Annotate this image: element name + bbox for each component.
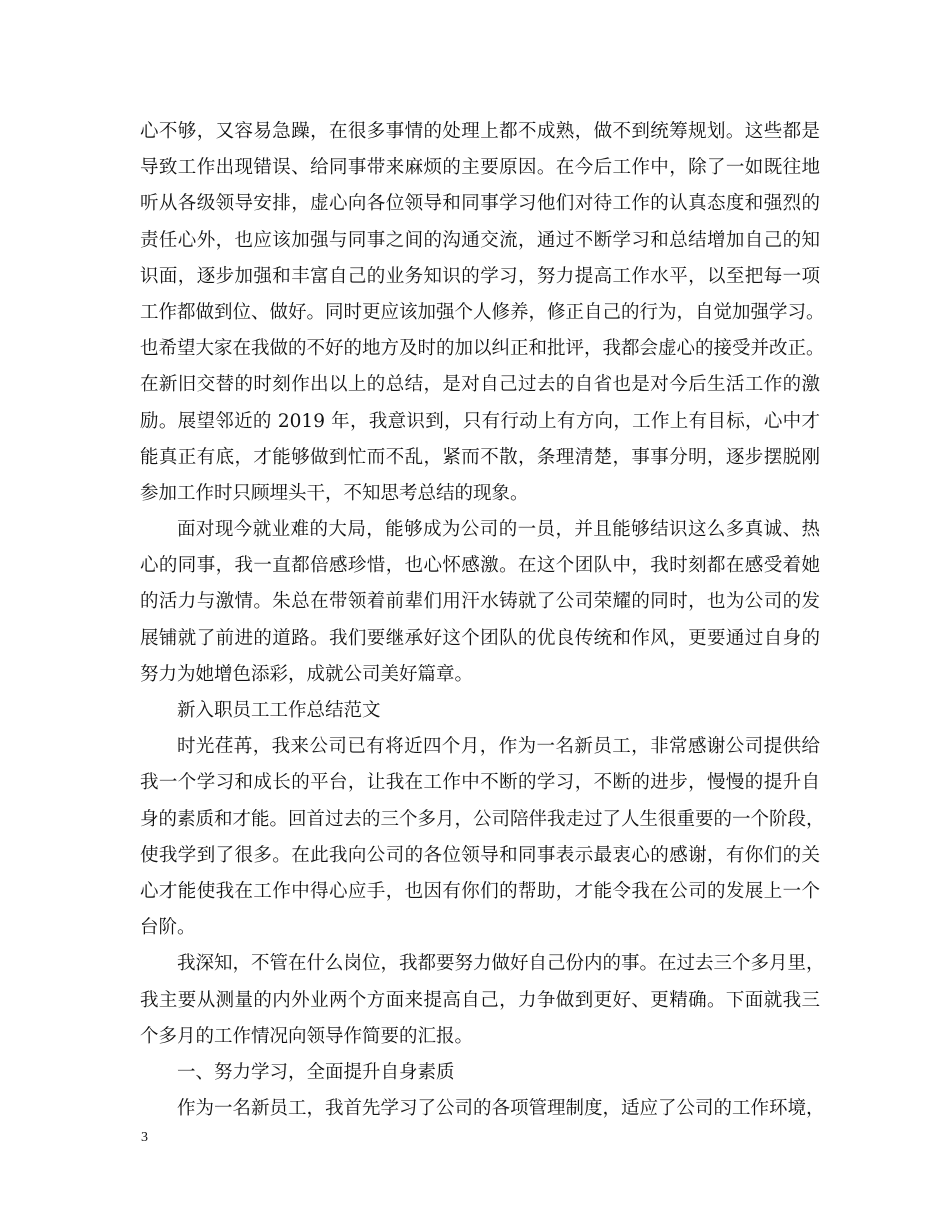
text-line: 在新旧交替的时刻作出以上的总结，是对自己过去的自省也是对今后生活工作的激	[140, 374, 820, 396]
text-line: 个多月的工作情况向领导作简要的汇报。	[140, 1025, 474, 1047]
text-line: 参加工作时只顾埋头干，不知思考总结的现象。	[140, 482, 529, 504]
text-line: 使我学到了很多。在此我向公司的各位领导和同事表示最衷心的感谢，有你们的关	[140, 844, 820, 866]
text-line: 我主要从测量的内外业两个方面来提高自己，力争做到更好、更精确。下面就我三	[140, 989, 820, 1011]
text-line: 励。展望邻近的 2019 年，我意识到，只有行动上有方向，工作上有目标，心中才	[140, 410, 820, 432]
text-line: 听从各级领导安排，虚心向各位领导和同事学习他们对待工作的认真态度和强烈的	[140, 193, 820, 215]
text-line: 台阶。	[140, 917, 196, 939]
text-line: 面对现今就业难的大局，能够成为公司的一员，并且能够结识这么多真诚、热	[177, 519, 820, 541]
text-line: 新入职员工工作总结范文	[177, 700, 381, 721]
text-line: 我一个学习和成长的平台，让我在工作中不断的学习，不断的进步，慢慢的提升自	[140, 772, 820, 794]
text-line: 工作都做到位、做好。同时更应该加强个人修养，修正自己的行为，自觉加强学习。	[140, 301, 825, 323]
text-line: 展铺就了前进的道路。我们要继承好这个团队的优良传统和作风，更要通过自身的	[140, 627, 820, 649]
text-line: 努力为她增色添彩，成就公司美好篇章。	[140, 663, 474, 685]
text-line: 心不够，又容易急躁，在很多事情的处理上都不成熟，做不到统筹规划。这些都是	[140, 121, 820, 142]
text-line: 心的同事，我一直都倍感珍惜，也心怀感激。在这个团队中，我时刻都在感受着她	[140, 555, 820, 577]
text-line: 识面，逐步加强和丰富自己的业务知识的学习，努力提高工作水平，以至把每一项	[140, 265, 820, 287]
text-line: 也希望大家在我做的不好的地方及时的加以纠正和批评，我都会虚心的接受并改正。	[140, 338, 825, 360]
text-line: 时光荏苒，我来公司已有将近四个月，作为一名新员工，非常感谢公司提供给	[177, 736, 820, 758]
text-line: 的活力与激情。朱总在带领着前辈们用汗水铸就了公司荣耀的同时，也为公司的发	[140, 591, 820, 613]
text-line: 一、努力学习，全面提升自身素质	[177, 1061, 455, 1083]
text-line: 责任心外，也应该加强与同事之间的沟通交流，通过不断学习和总结增加自己的知	[140, 229, 820, 251]
page-number: 3	[141, 1130, 148, 1145]
text-line: 身的素质和才能。回首过去的三个多月，公司陪伴我走过了人生很重要的一个阶段，	[140, 808, 825, 830]
text-line: 心才能使我在工作中得心应手，也因有你们的帮助，才能令我在公司的发展上一个	[140, 880, 820, 902]
text-line: 导致工作出现错误、给同事带来麻烦的主要原因。在今后工作中，除了一如既往地	[140, 157, 820, 179]
text-line: 能真正有底，才能够做到忙而不乱，紧而不散，条理清楚，事事分明，逐步摆脱刚	[140, 446, 820, 468]
text-line: 我深知，不管在什么岗位，我都要努力做好自己份内的事。在过去三个多月里，	[177, 953, 825, 975]
body-text	[140, 114, 825, 1127]
text-line: 作为一名新员工，我首先学习了公司的各项管理制度，适应了公司的工作环境，	[177, 1098, 825, 1120]
